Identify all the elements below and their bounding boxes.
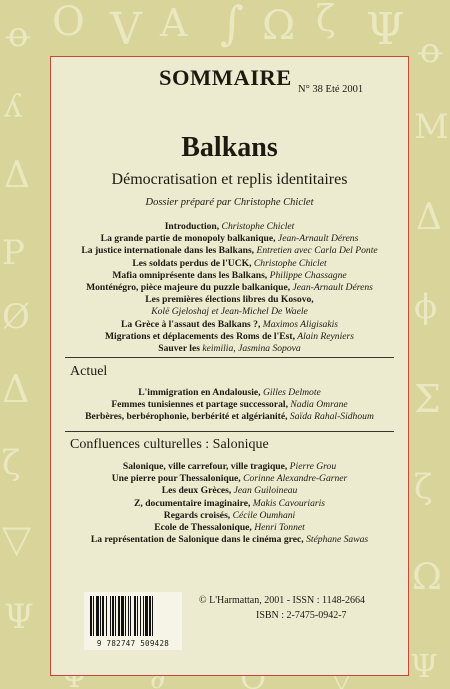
barcode-bar (152, 596, 153, 636)
page-title: SOMMAIRE (159, 65, 292, 90)
barcode-bar (90, 596, 92, 636)
barcode-bar (102, 596, 104, 636)
toc-item: Femmes tunisiennes et partage successoral, Nadia Omrane (111, 399, 348, 411)
section-divider (65, 431, 394, 432)
toc-item: Les soldats perdus de l'UCK, Christophe Chiclet (132, 257, 327, 269)
toc-item: La Grèce à l'assaut des Balkans ?, Maximos Aligisakis (120, 318, 339, 330)
toc-item: Berbères, berbérophonie, berbérité et algérianité, Saïda Rahal-Sidhoum (85, 411, 374, 423)
toc-item: Z, documentaire imaginaire, Makis Cavouriaris (134, 497, 325, 509)
barcode-bar (143, 596, 144, 636)
section-heading-confluences: Confluences culturelles : Salonique (70, 437, 269, 452)
toc-item: Regards croisés, Cécile Oumhani (163, 509, 296, 521)
copyright-issn: © L'Harmattan, 2001 - ISSN : 1148-2664 (199, 595, 365, 606)
barcode-bar (130, 596, 131, 636)
dossier-subtitle: Démocratisation et replis identitaires (111, 171, 348, 188)
barcode-bar (140, 596, 141, 636)
dossier-editor: Dossier préparé par Christophe Chiclet (145, 197, 314, 208)
barcode-bar (96, 596, 99, 636)
isbn: ISBN : 2-7475-0942-7 (256, 610, 347, 621)
toc-item: Introduction, Christophe Chiclet (164, 221, 295, 232)
barcode-bar (93, 596, 94, 636)
toc-item: Migrations et déplacements des Roms de l'Est, Alain Reyniers (105, 330, 354, 342)
dossier-toc (51, 221, 408, 355)
toc-item: La grande partie de monopoly balkanique, Jean-Arnault Dérens (100, 233, 359, 245)
contents-panel (50, 56, 409, 676)
dossier-title: Balkans (181, 132, 278, 163)
barcode-bar (110, 596, 111, 636)
toc-item: Salonique, ville carrefour, ville tragique, Pierre Grou (122, 461, 337, 472)
toc-item: Les deux Grèces, Jean Guiloineau (161, 485, 298, 497)
barcode (84, 592, 182, 650)
barcode-bar (137, 596, 138, 636)
toc-item: Ecole de Thessalonique, Henri Tonnet (154, 522, 305, 534)
toc-item: Sauver les keimilia, Jasmina Sopova (158, 343, 301, 355)
barcode-bar (115, 596, 116, 636)
toc-item: Kolë Gjeloshaj et Jean-Michel De Waele (151, 306, 308, 318)
section-divider (65, 357, 394, 358)
toc-item: Monténégro, pièce majeure du puzzle balkanique, Jean-Arnault Dérens (86, 282, 373, 294)
section-heading-actuel: Actuel (70, 364, 108, 379)
toc-item: L'immigration en Andalousie, Gilles Delmote (138, 387, 321, 398)
barcode-bars (84, 592, 182, 638)
toc-item: Mafia omniprésente dans les Balkans, Philippe Chassagne (112, 269, 347, 281)
toc-item: La représentation de Salonique dans le cinéma grec, Stéphane Sawas (90, 534, 369, 546)
barcode-bar (100, 596, 101, 636)
barcode-bar (106, 596, 107, 636)
barcode-bar (112, 596, 114, 636)
barcode-bar (125, 596, 126, 636)
background-pattern: ꝋ O V A ∫ Ω ζ Ψ ꝋ ʎ Δ P Ø Δ ζ ▽ Ψ M Δ ϕ Σ ζ Ω Ψ (2, 0, 449, 685)
toc-item: Les premières élections libres du Kosovo, (145, 294, 314, 306)
barcode-bar (134, 596, 136, 636)
toc-item: La justice internationale dans les Balkans, Entretien avec Carla Del Ponte (81, 245, 378, 257)
barcode-bar (128, 596, 129, 636)
barcode-bar (149, 596, 151, 636)
barcode-digits: 9 782747 509428 (96, 639, 170, 648)
barcode-bar (118, 596, 120, 636)
toc-item: Une pierre pour Thessalonique, Corinne Alexandre-Garner (111, 473, 348, 485)
issue-number: N° 38 Eté 2001 (298, 84, 364, 95)
actuel-toc (51, 387, 408, 424)
confluences-toc (51, 461, 408, 546)
barcode-bar (121, 596, 124, 636)
barcode-bar (145, 596, 148, 636)
